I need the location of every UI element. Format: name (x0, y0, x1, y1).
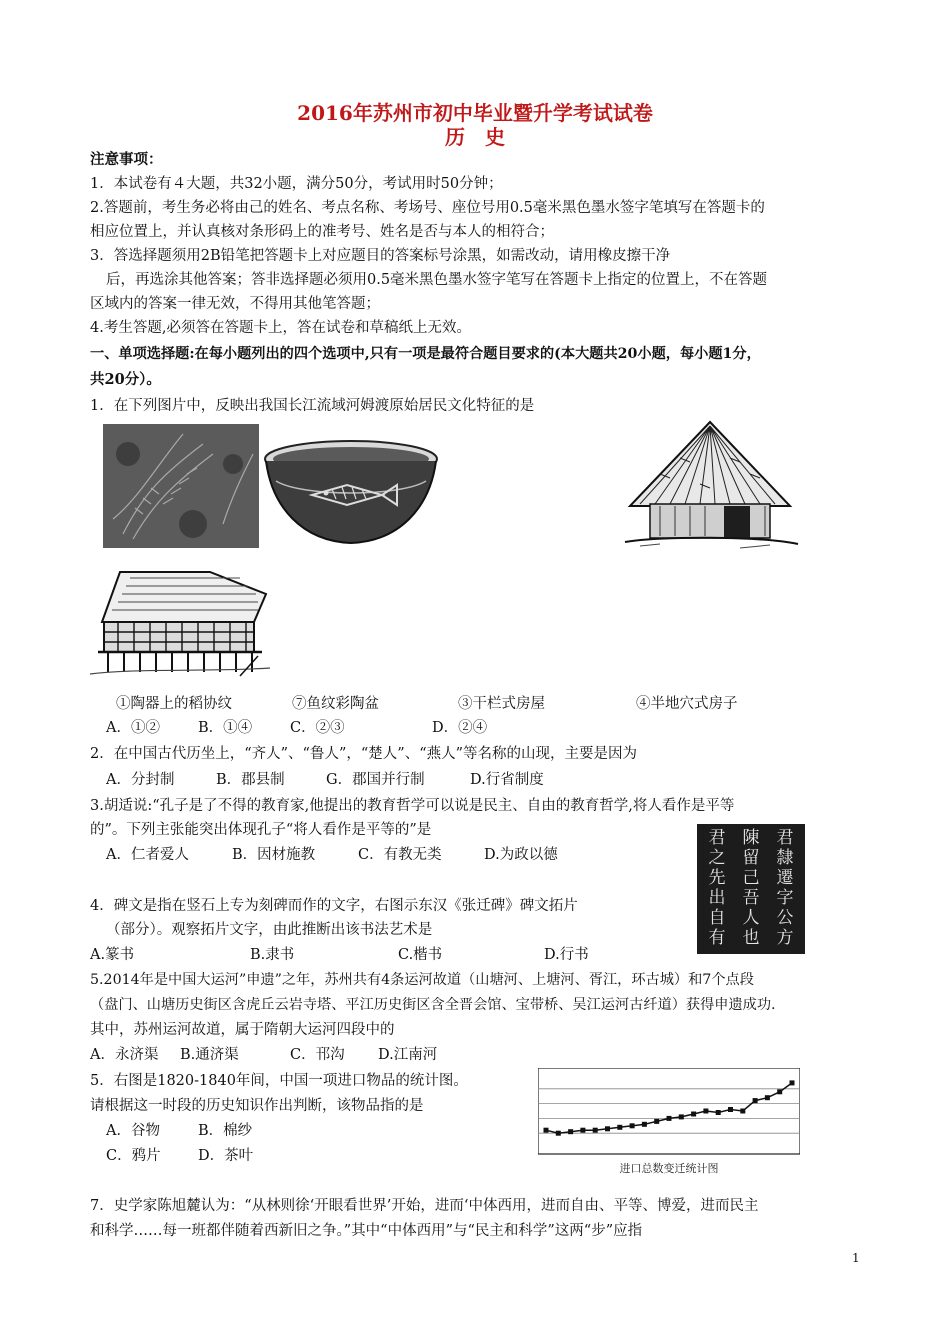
chart-point-1823 (580, 1128, 585, 1133)
rubbing-char: 之 (708, 848, 726, 868)
chart-point-1837 (753, 1098, 758, 1103)
q1-caption-2: ⑦鱼纹彩陶盆 (292, 696, 379, 712)
q3-stem-1: 3.胡适说:“孔子是了不得的教育家,他提出的教育哲学可以说是民主、自由的教育哲学,将人看作是平等 (90, 798, 735, 814)
q4-option-c: C.楷书 (398, 947, 443, 963)
chart-point-1839 (777, 1089, 782, 1094)
rubbing-column (700, 828, 734, 950)
chart-point-1834 (716, 1110, 721, 1115)
q3-option-a: A．仁者爱人 (106, 847, 189, 863)
chart-point-1828 (642, 1122, 647, 1127)
q4-option-a: A.篆书 (90, 947, 135, 963)
q5-stem-2: （盘门、山塘历史街区含虎丘云岩寺塔、平江历史街区含全晋会馆、宝带桥、吴江运河古纤道）获得申遗成功. (90, 997, 776, 1013)
rubbing-column (734, 828, 768, 950)
stele-rubbing-text (700, 828, 802, 950)
q5-stem-3: 其中，苏州运河故道，属于隋朝大运河四段中的 (90, 1022, 395, 1038)
q6-option-c: C．鸦片 (106, 1148, 161, 1164)
chart-point-1824 (593, 1128, 598, 1133)
rubbing-char: 君 (708, 828, 726, 848)
q4-option-b: B.隶书 (250, 947, 295, 963)
q5-stem-1: 5.2014年是中国大运河”申遗”之年，苏州共有4条运河故道（山塘河、上塘河、胥江，环古城）和7个点段 (90, 972, 754, 988)
rubbing-char: 遷 (776, 868, 794, 888)
q1-option-d: D．②④ (432, 720, 488, 736)
chart-point-1833 (703, 1109, 708, 1114)
q1-caption-4: ④半地穴式房子 (636, 696, 738, 712)
rubbing-char: 字 (776, 888, 794, 908)
q6-option-b: B．棉纱 (198, 1123, 253, 1139)
note-1: 1．本试卷有４大题，共32小题，满分50分，考试用时50分钟； (90, 176, 503, 192)
chart-point-1822 (568, 1129, 573, 1134)
section1-heading-cont: 共20分）。 (90, 371, 161, 388)
chart-point-1836 (740, 1109, 745, 1114)
q4-option-d: D.行书 (544, 947, 589, 963)
chart-point-1827 (630, 1123, 635, 1128)
stele-rubbing-image (697, 824, 805, 954)
chart-point-1821 (556, 1131, 561, 1136)
chart-point-1838 (765, 1095, 770, 1100)
rubbing-char: 君 (776, 828, 794, 848)
q5-option-b: B.通济渠 (180, 1047, 239, 1063)
q1-caption-3: ③干栏式房屋 (458, 696, 545, 712)
notes-heading: 注意事项： (90, 151, 163, 168)
rubbing-char: 留 (742, 848, 760, 868)
chart-point-1830 (667, 1116, 672, 1121)
chart-frame (538, 1068, 800, 1154)
q2-option-a: A．分封制 (106, 772, 175, 788)
rubbing-char: 方 (776, 928, 794, 948)
q1-option-c: C．②③ (290, 720, 345, 736)
note-3a: 3．答选择题须用2B铅笔把答题卡上对应题目的答案标号涂黑，如需改动，请用橡皮擦干净 (90, 248, 671, 264)
rubbing-char: 自 (708, 908, 726, 928)
stilt-house-image (90, 568, 270, 680)
q2-stem: 2．在中国古代历坐上，“齐人”、“鲁人”，“楚人”、“燕人”等名称的山现，主要是因为 (90, 746, 638, 762)
q1-stem: 1．在下列图片中，反映出我国长江流域河姆渡原始居民文化特征的是 (90, 398, 535, 414)
fish-pattern-basin-image (262, 437, 440, 547)
page-number: 1 (852, 1251, 860, 1265)
rubbing-char: 吾 (742, 888, 760, 908)
note-3b: 后，再选涂其他答案；答非选择题必须用0.5毫米黑色墨水签字笔写在答题卡上指定的位置上，不在答题 (106, 272, 768, 288)
q3-stem-2: 的”。下列主张能突出体现孔子“将人看作是平等的”是 (90, 822, 432, 838)
q7-stem-2: 和科学……每一班都伴随着西新旧之争。”其中“中体西用”与“民主和科学”这两“步”应指 (90, 1223, 643, 1239)
q1-caption-1: ①陶器上的稻协纹 (116, 696, 232, 712)
q7-stem-1: 7．史学家陈旭麓认为：“从林则徐‘开眼看世界’开始，进而‘中体西用，进而自由、平等、博爱，进而民主 (90, 1198, 759, 1214)
chart-point-1831 (679, 1114, 684, 1119)
q2-option-b: B．郡县制 (216, 772, 285, 788)
q3-option-d: D.为政以德 (484, 847, 558, 863)
chart-title: 进口总数变迁统计图 (619, 1162, 719, 1175)
rubbing-char: 隸 (776, 848, 794, 868)
chart-point-1832 (691, 1112, 696, 1117)
chart-point-1840 (790, 1080, 795, 1085)
semi-subterranean-house-image (620, 418, 800, 558)
q1-option-a: A．①② (106, 720, 160, 736)
note-2b: 相应位置上，并认真核对条形码上的准考号、姓名是否与本人的相符合； (90, 224, 554, 240)
q3-option-b: B．因材施教 (232, 847, 316, 863)
note-4: 4.考生答题,必须答在答题卡上，答在试卷和草稿纸上无效。 (90, 320, 471, 336)
rubbing-char: 先 (708, 868, 726, 888)
subject-title: 历 史 (445, 125, 505, 149)
rubbing-char: 人 (742, 908, 760, 928)
q5-option-a: A．永济渠 (90, 1047, 159, 1063)
q6-stem-2: 请根据这一时段的历史知识作出判断，该物品指的是 (90, 1098, 424, 1114)
note-3c: 区域内的答案一律无效，不得用其他笔答题； (90, 296, 380, 312)
chart-point-1826 (617, 1125, 622, 1130)
q6-option-a: A．谷物 (106, 1123, 160, 1139)
exam-title: 2016年苏州市初中毕业暨升学考试试卷 (297, 101, 653, 125)
q6-stem-1: 5．右图是1820-1840年间，中国一项进口物品的统计图。 (90, 1073, 468, 1089)
rubbing-char: 己 (742, 868, 760, 888)
q4-stem-2: （部分）。观察拓片文字，由此推断出该书法艺术是 (106, 922, 433, 938)
q5-option-d: D.江南河 (378, 1047, 438, 1063)
chart-point-1829 (654, 1119, 659, 1124)
import-chart (538, 1068, 800, 1180)
q4-stem-1: 4．碑文是指在竖石上专为刻碑而作的文字，右图示东汉《张迁碑》碑文拓片 (90, 898, 578, 914)
rubbing-char: 也 (742, 928, 760, 948)
chart-point-1835 (728, 1107, 733, 1112)
q5-option-c: C．邗沟 (290, 1047, 345, 1063)
chart-point-1820 (544, 1128, 549, 1133)
note-2a: 2.答题前，考生务必将由己的姓名、考点名称、考场号、座位号用0.5毫米黑色墨水签字笔填写在答题卡的 (90, 200, 765, 216)
rubbing-char: 陳 (742, 828, 760, 848)
q1-option-b: B．①④ (198, 720, 253, 736)
q2-option-c: G．郡国并行制 (326, 772, 425, 788)
section1-heading: 一、单项选择题:在每小题列出的四个选项中,只有一项是最符合题目要求的(本大题共20小题，每小题1分， (90, 346, 761, 362)
chart-point-1825 (605, 1126, 610, 1131)
q6-option-d: D．茶叶 (198, 1148, 254, 1164)
q2-option-d: D.行省制度 (470, 772, 544, 788)
q3-option-c: C．有教无类 (358, 847, 442, 863)
rubbing-char: 公 (776, 908, 794, 928)
rice-pattern-pottery-image (103, 424, 259, 548)
rubbing-column (768, 828, 802, 950)
rubbing-char: 有 (708, 928, 726, 948)
rubbing-char: 出 (708, 888, 726, 908)
